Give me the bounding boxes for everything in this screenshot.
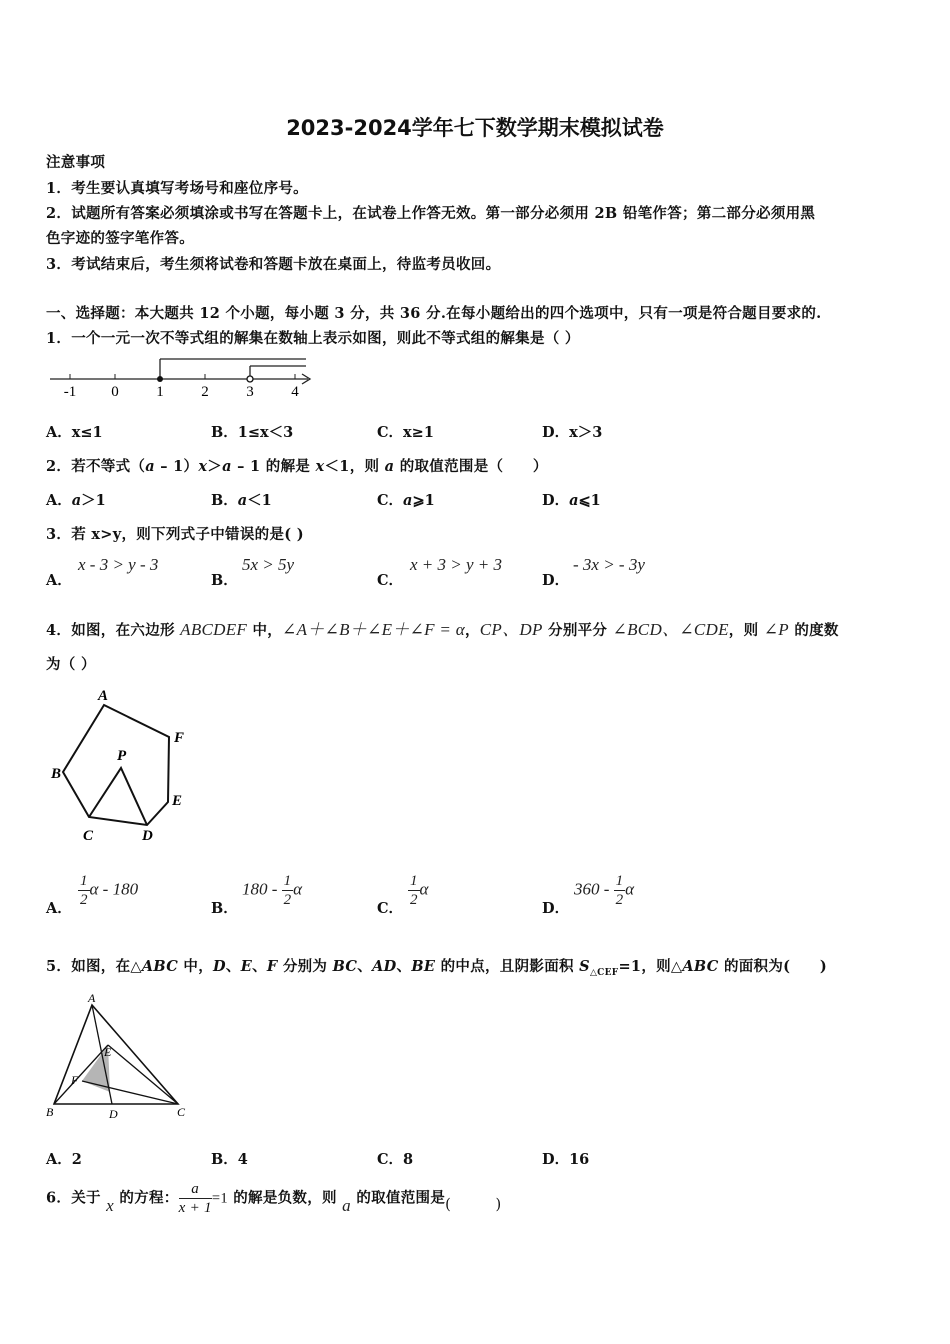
vertex-label: F bbox=[174, 730, 185, 746]
option-b-expr: 5x > 5y bbox=[242, 555, 295, 574]
option-c[interactable]: C．x≥1 bbox=[377, 424, 434, 441]
option-c[interactable]: C． bbox=[377, 572, 404, 589]
tick-label: 3 bbox=[246, 384, 254, 400]
option-b[interactable]: B． bbox=[211, 900, 238, 917]
option-b-expr: 180 - $\frac{1}{2}$ α bbox=[242, 873, 303, 908]
option-c[interactable]: C．a⩾1 bbox=[377, 492, 435, 509]
vertex-label: E bbox=[104, 1045, 112, 1059]
question-3-stem: 3．若 x>y，则下列式子中错误的是( ) bbox=[46, 526, 304, 543]
tick-label: -1 bbox=[63, 384, 77, 400]
option-d[interactable]: D．16 bbox=[542, 1151, 590, 1168]
option-d[interactable]: D． bbox=[542, 572, 570, 589]
open-point bbox=[247, 376, 253, 382]
option-d[interactable]: D．x＞3 bbox=[542, 424, 603, 441]
vertex-label: C bbox=[177, 1105, 186, 1119]
option-d-expr: - 3x > - 3y bbox=[573, 555, 645, 574]
vertex-label: A bbox=[88, 991, 96, 1005]
note-item: 2．试题所有答案必须填涂或书写在答题卡上，在试卷上作答无效。第一部分必须用 2B 铅笔作答；第二部分必须用黑 bbox=[46, 205, 816, 222]
note-item: 3．考试结束后，考生须将试卷和答题卡放在桌面上，待监考员收回。 bbox=[46, 256, 501, 273]
option-a[interactable]: A．2 bbox=[46, 1151, 82, 1168]
question-5-stem: 5．如图，在△ABC 中，D、E、F 分别为 BC、AD、BE 的中点，且阴影面积 $S_{\triangle CEF}=1$，则△ABC 的面积为( ) bbox=[46, 958, 828, 978]
tick-label: 4 bbox=[291, 384, 299, 400]
vertex-label: A bbox=[98, 688, 109, 704]
page-title: 2023-2024学年七下数学期末模拟试卷 bbox=[286, 116, 664, 140]
vertex-label: F bbox=[71, 1073, 79, 1087]
tick-label: 0 bbox=[111, 384, 119, 400]
option-c-expr: x + 3 > y + 3 bbox=[410, 555, 503, 574]
question-2-stem: 2．若不等式（a – 1）x＞a – 1 的解是 x＜1，则 a 的取值范围是（ ） bbox=[46, 458, 548, 475]
option-a[interactable]: A． bbox=[46, 900, 72, 917]
question-4-stem: 4．如图，在六边形 ABCDEF 中，∠A＋∠B＋∠E＋∠F = α，CP、DP 分别平分 ∠BCD、∠CDE，则 ∠P 的度数 bbox=[46, 620, 839, 639]
closed-point bbox=[157, 376, 163, 382]
vertex-label: B bbox=[46, 1105, 54, 1119]
option-c[interactable]: C．8 bbox=[377, 1151, 414, 1168]
note-item: 1．考生要认真填写考场号和座位序号。 bbox=[46, 180, 308, 197]
question-4-stem-line2: 为（ ） bbox=[46, 656, 96, 673]
option-a[interactable]: A．x≤1 bbox=[46, 424, 103, 441]
vertex-label: P bbox=[117, 748, 127, 764]
number-line-figure bbox=[46, 354, 326, 402]
vertex-label: E bbox=[172, 793, 183, 809]
option-b[interactable]: B．1≤x＜3 bbox=[211, 424, 294, 441]
option-a-expr: x - 3 > y - 3 bbox=[78, 555, 159, 574]
option-a[interactable]: A． bbox=[46, 572, 72, 589]
triangle-figure bbox=[46, 990, 196, 1125]
hexagon-figure bbox=[46, 682, 206, 847]
option-a[interactable]: A．a＞1 bbox=[46, 492, 106, 509]
option-b[interactable]: B．a＜1 bbox=[211, 492, 272, 509]
question-1-stem: 1．一个一元一次不等式组的解集在数轴上表示如图，则此不等式组的解集是（ ） bbox=[46, 330, 580, 347]
vertex-label: C bbox=[83, 828, 94, 844]
option-c[interactable]: C． bbox=[377, 900, 404, 917]
option-b[interactable]: B． bbox=[211, 572, 238, 589]
notes-heading: 注意事项 bbox=[46, 154, 106, 171]
tick-label: 2 bbox=[201, 384, 209, 400]
option-d-expr: 360 - $\frac{1}{2}$ α bbox=[574, 873, 635, 908]
vertex-label: D bbox=[109, 1107, 118, 1121]
option-a-expr: $\frac{1}{2}$ α - 180 bbox=[80, 873, 139, 908]
tick-label: 1 bbox=[156, 384, 164, 400]
vertex-label: D bbox=[142, 828, 153, 844]
option-d[interactable]: D．a⩽1 bbox=[542, 492, 601, 509]
option-d[interactable]: D． bbox=[542, 900, 570, 917]
question-6-stem: 6．关于 x 的方程： $\frac{a}{x + 1}$ =1 的解是负数，则 a 的取值范围是( ) bbox=[46, 1181, 502, 1216]
option-b[interactable]: B．4 bbox=[211, 1151, 248, 1168]
option-c-expr: $\frac{1}{2}$ α bbox=[410, 873, 429, 908]
vertex-label: B bbox=[51, 766, 62, 782]
section-heading: 一、选择题：本大题共 12 个小题，每小题 3 分，共 36 分.在每小题给出的四个选项中，只有一项是符合题目要求的. bbox=[46, 305, 822, 322]
note-item: 色字迹的签字笔作答。 bbox=[46, 230, 194, 247]
